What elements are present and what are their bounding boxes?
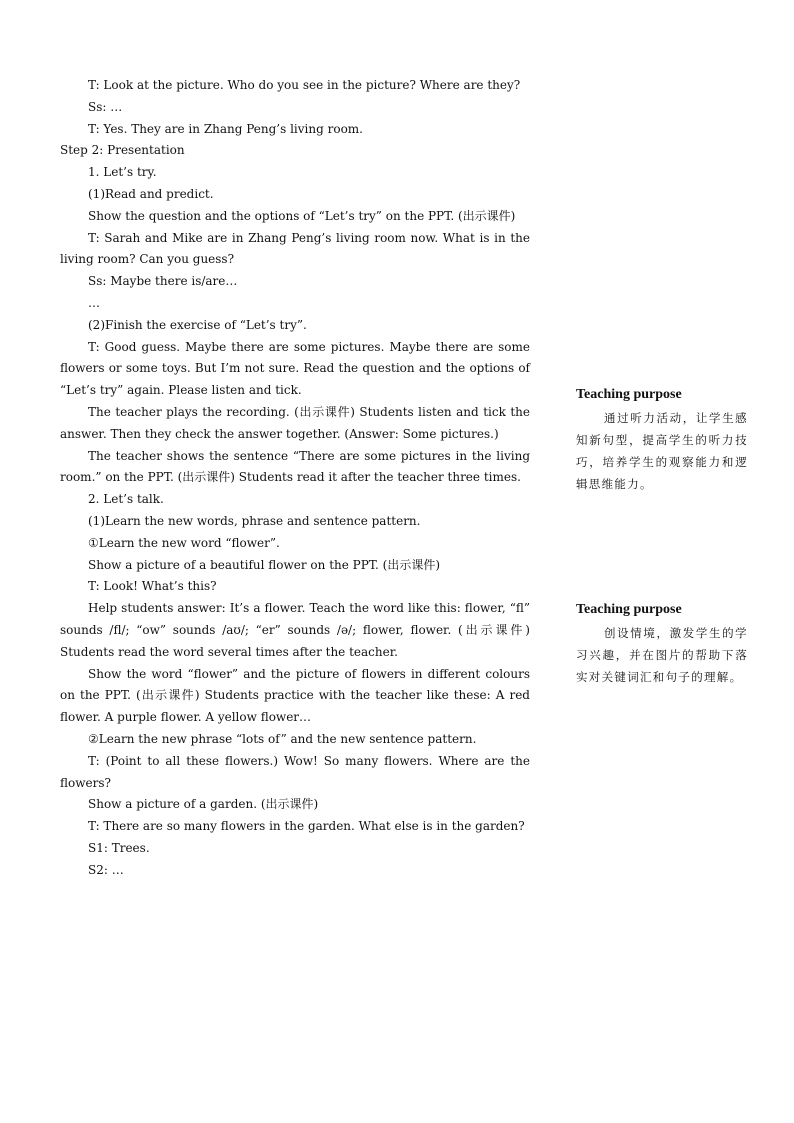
paragraph: (2)Finish the exercise of “Let’s try”. <box>88 317 307 332</box>
paragraph: Step 2: Presentation <box>60 143 185 158</box>
paragraph: Ss: … <box>88 99 123 114</box>
paragraph: … <box>88 295 100 310</box>
paragraph: S1: Trees. <box>88 840 150 855</box>
paragraph: 1. Let’s try. <box>88 165 157 180</box>
paragraph: (1)Learn the new words, phrase and sentence pattern. <box>88 513 421 528</box>
paragraph: (1)Read and predict. <box>88 186 214 201</box>
paragraph: Show the question and the options of “Let’s try” on the PPT. (出示课件) <box>88 208 516 223</box>
paragraph: Ss: Maybe there is/are… <box>88 274 238 289</box>
paragraph: T: Yes. They are in Zhang Peng’s living room. <box>88 121 363 136</box>
paragraph: ②Learn the new phrase “lots of” and the new sentence pattern. <box>88 731 477 746</box>
paragraph: ①Learn the new word “flower”. <box>88 535 280 550</box>
paragraph: T: There are so many flowers in the garden. What else is in the garden? <box>88 819 525 834</box>
paragraph: The teacher plays the recording. (出示课件) Students listen and tick the answer. Then they check the answer together. (Answer: Some pictures.) <box>60 404 530 441</box>
side-note-2 <box>576 600 748 688</box>
paragraph: S2: … <box>88 862 124 877</box>
paragraph: Show the word “flower” and the picture of flowers in different colours on the PPT. (出示课件) Students practice with the teacher like these: A red flower. A purple flower. A yellow flower… <box>60 666 530 725</box>
paragraph: Show a picture of a beautiful flower on the PPT. (出示课件) <box>88 557 441 572</box>
side-note-1 <box>576 385 748 495</box>
side-note-body: 创设情境，激发学生的学习兴趣，并在图片的帮助下落实对关键词汇和句子的理解。 <box>576 626 748 684</box>
paragraph: T: Look at the picture. Who do you see in the picture? Where are they? <box>88 78 521 92</box>
paragraph: 2. Let’s talk. <box>88 492 164 507</box>
paragraph: Help students answer: It’s a flower. Teach the word like this: flower, “fl” sounds /fl/; “ow” sounds /aʊ/; “er” sounds /ə/; flower, flower. (出示课件) Students read the word several times after the teacher. <box>60 601 530 659</box>
paragraph: Show a picture of a garden. (出示课件) <box>88 797 319 812</box>
paragraph: T: Sarah and Mike are in Zhang Peng’s living room now. What is in the living room? Can you guess? <box>60 230 530 267</box>
paragraph: T: Look! What’s this? <box>88 579 217 594</box>
side-note-title: Teaching purpose <box>576 602 682 617</box>
lesson-plan-main-text <box>60 75 530 881</box>
side-note-body: 通过听力活动，让学生感知新句型，提高学生的听力技巧，培养学生的观察能力和逻辑思维能力。 <box>576 411 748 491</box>
paragraph: The teacher shows the sentence “There are some pictures in the living room.” on the PPT. (出示课件) Students read it after the teacher three times. <box>60 448 530 485</box>
paragraph: T: Good guess. Maybe there are some pictures. Maybe there are some flowers or some toys. But I’m not sure. Read the question and the options of “Let’s try” again. Please listen and tick. <box>60 339 530 398</box>
paragraph: T: (Point to all these flowers.) Wow! So many flowers. Where are the flowers? <box>60 753 530 790</box>
side-note-title: Teaching purpose <box>576 387 682 402</box>
